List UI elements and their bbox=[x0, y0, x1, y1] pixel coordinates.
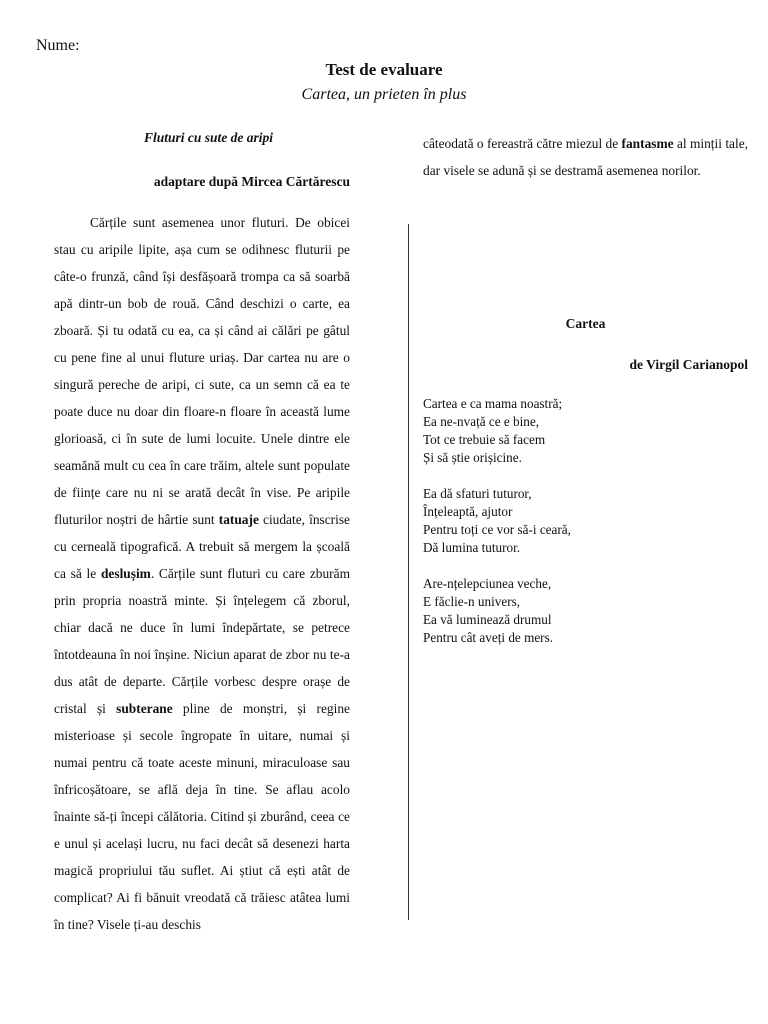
story-segment: ciudate, înscrise cu cerneală tipografică. A trebuit să mergem la școală ca să le bbox=[54, 512, 350, 581]
poem-line: Ea ne-nvață ce e bine, bbox=[423, 414, 540, 429]
poem-line: E făclie-n univers, bbox=[423, 594, 521, 609]
story-author: adaptare după Mircea Cărtărescu bbox=[153, 174, 350, 189]
poem-line: Are-nțelepciunea veche, bbox=[423, 576, 552, 591]
story-keyword: subterane bbox=[116, 701, 173, 716]
poem-line: Ea dă sfaturi tuturor, bbox=[423, 486, 532, 501]
poem-stanza bbox=[423, 395, 748, 467]
story-keyword: fantasme bbox=[621, 136, 674, 151]
story-title: Fluturi cu sute de aripi bbox=[144, 130, 274, 145]
page-title: Test de evaluare bbox=[325, 60, 443, 79]
poem bbox=[423, 395, 748, 665]
poem-line: Pentru cât aveți de mers. bbox=[423, 630, 553, 645]
story-keyword: deslușim bbox=[100, 566, 151, 581]
poem-line: Ea vă luminează drumul bbox=[423, 612, 552, 627]
poem-line: Înțeleaptă, ajutor bbox=[423, 504, 513, 519]
story-keyword: tatuaje bbox=[218, 512, 259, 527]
story-segment: al minții tale, dar visele se adună și se destramă asemenea norilor. bbox=[423, 136, 748, 178]
story-segment: Cărțile sunt asemenea unor fluturi. De obicei stau cu aripile lipite, așa cum se odihnesc fluturii pe câte-o frunză, când își desfășoară trompa ca să soarbă apă dintr-un bob de rouă. Când deschizi o carte, ea zboară. Și tu odată cu ea, ca și când ai călări pe gâtul cu pene fine al unui fluture uriaș. Dar cartea nu are o singură pereche de aripi, ci sute, ca un semn că ea te poate duce nu doar din floare-n floare în această lume glorioasă, ci în sute de lumi locuite. Unele dintre ele seamănă mult cu cea în care trăim, altele sunt populate de ființe care nu ni se arată decât în vise. Pe aripile fluturilor noștri de hârtie sunt bbox=[54, 215, 350, 527]
page-subtitle: Cartea, un prieten în plus bbox=[301, 86, 467, 103]
story-segment: câteodată o fereastră către miezul de bbox=[423, 136, 622, 151]
story-body bbox=[54, 209, 350, 938]
poem-line: Și să știe orișicine. bbox=[423, 450, 522, 465]
name-label: Nume: bbox=[36, 37, 80, 54]
poem-author: de Virgil Carianopol bbox=[629, 357, 748, 372]
story-segment: . Cărțile sunt fluturi cu care zburăm prin propria noastră minte. Și înțelegem că zborul, chiar dacă ne duce în lumi îndepărtate, se petrece întotdeauna în noi înșine. Niciun aparat de zbor nu te-a dus atât de departe. Cărțile vorbesc despre orașe de cristal și bbox=[54, 566, 350, 716]
poem-line: Dă lumina tuturor. bbox=[423, 540, 521, 555]
poem-stanza bbox=[423, 575, 748, 647]
story-segment: pline de monștri, și regine misterioase și secole îngropate în uitare, numai și numai pentru că toate aceste minuni, miraculoase sau înfricoșătoare, se află deja în tine. Se aflau acolo înainte să-ți începi călătoria. Citind și zburând, ceea ce e unul și același lucru, nu faci decât să desenezi harta magică propriului tău suflet. Ai știut că ești atât de complicat? Ai fi bănuit vreodată că trăiesc atâtea lumi în tine? Visele ți-au deschis bbox=[54, 701, 350, 932]
poem-line: Pentru toți ce vor să-i ceară, bbox=[423, 522, 571, 537]
poem-line: Cartea e ca mama noastră; bbox=[423, 396, 563, 411]
poem-stanza bbox=[423, 485, 748, 557]
story-continuation bbox=[423, 130, 748, 184]
poem-line: Tot ce trebuie să facem bbox=[423, 432, 546, 447]
story-column bbox=[54, 130, 350, 938]
column-divider bbox=[408, 224, 409, 920]
poem-title: Cartea bbox=[565, 316, 606, 331]
